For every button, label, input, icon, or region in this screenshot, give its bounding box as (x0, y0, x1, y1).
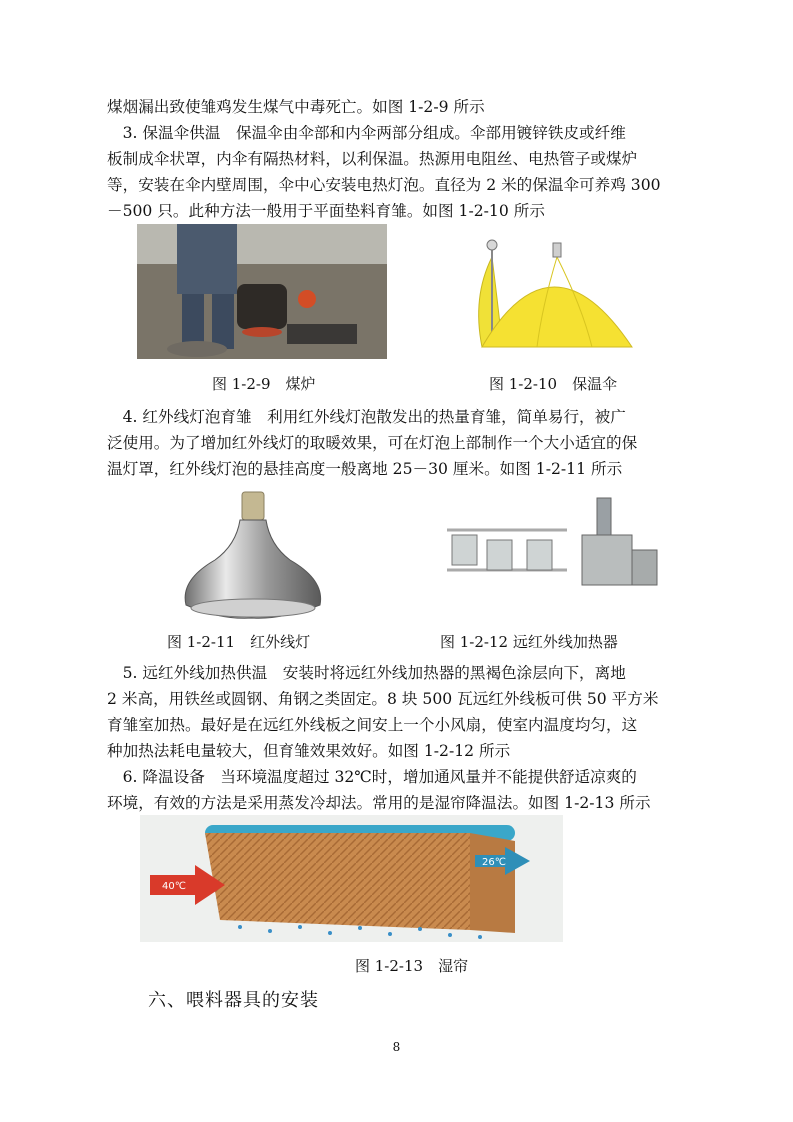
figure-far-infrared-heater (437, 490, 665, 600)
page-number: 8 (392, 1040, 401, 1054)
cool-air-label: 26℃ (482, 857, 506, 868)
figure-coal-stove-photo (137, 224, 387, 359)
paragraph-brooder-umbrella (107, 120, 689, 224)
text-line: 环境，有效的方法是采用蒸发冷却法。常用的是湿帘降温法。如图 1-2-13 所示 (107, 794, 651, 812)
text-line: 3. 保温伞供温 保温伞由伞部和内伞两部分组成。伞部用镀锌铁皮或纤维 (107, 124, 626, 142)
text-line: 板制成伞状罩，内伞有隔热材料，以利保温。热源用电阻丝、电热管子或煤炉 (107, 150, 638, 168)
caption-fig-1-2-11: 图 1-2-11 红外线灯 (167, 633, 311, 651)
figure-infrared-bulb (180, 490, 325, 620)
caption-fig-1-2-13: 图 1-2-13 湿帘 (355, 957, 469, 975)
text-line: 煤烟漏出致使雏鸡发生煤气中毒死亡。如图 1-2-9 所示 (107, 98, 485, 116)
text-line: 4. 红外线灯泡育雏 利用红外线灯泡散发出的热量育雏，简单易行，被广 (107, 408, 626, 426)
text-line: 等，安装在伞内壁周围，伞中心安装电热灯泡。直径为 2 米的保温伞可养鸡 300 (107, 176, 661, 194)
figure-wet-curtain (140, 815, 563, 942)
caption-fig-1-2-12: 图 1-2-12 远红外线加热器 (440, 633, 618, 651)
section-heading: 六、喂料器具的安装 (148, 990, 319, 1011)
coal-stove-illustration (137, 224, 387, 359)
text-line: 温灯罩，红外线灯泡的悬挂高度一般离地 25－30 厘米。如图 1-2-11 所示 (107, 460, 623, 478)
hot-air-label: 40℃ (162, 881, 186, 892)
text-line: 泛使用。为了增加红外线灯的取暖效果，可在灯泡上部制作一个大小适宜的保 (107, 434, 638, 452)
wet-curtain-illustration (140, 815, 563, 942)
umbrella-illustration (442, 237, 642, 362)
text-line: －500 只。此种方法一般用于平面垫料育雏。如图 1-2-10 所示 (107, 202, 545, 220)
figure-brooder-umbrella (442, 237, 642, 362)
text-line: 育雏室加热。最好是在远红外线板之间安上一个小风扇，使室内温度均匀，这 (107, 716, 638, 734)
text-line: 5. 远红外线加热供温 安装时将远红外线加热器的黑褐色涂层向下，离地 (107, 664, 626, 682)
text-line: 种加热法耗电量较大，但育雏效果效好。如图 1-2-12 所示 (107, 742, 511, 760)
paragraph-far-infrared-and-cooling (107, 660, 689, 816)
heater-illustration (437, 490, 665, 600)
caption-fig-1-2-9: 图 1-2-9 煤炉 (212, 375, 316, 393)
paragraph-infrared-bulb (107, 404, 689, 482)
text-line: 2 米高，用铁丝或圆钢、角钢之类固定。8 块 500 瓦远红外线板可供 50 平方米 (107, 690, 659, 708)
caption-fig-1-2-10: 图 1-2-10 保温伞 (489, 375, 618, 393)
paragraph-intro (107, 94, 689, 120)
text-line: 6. 降温设备 当环境温度超过 32℃时，增加通风量并不能提供舒适凉爽的 (107, 768, 637, 786)
infrared-bulb-illustration (180, 490, 325, 620)
